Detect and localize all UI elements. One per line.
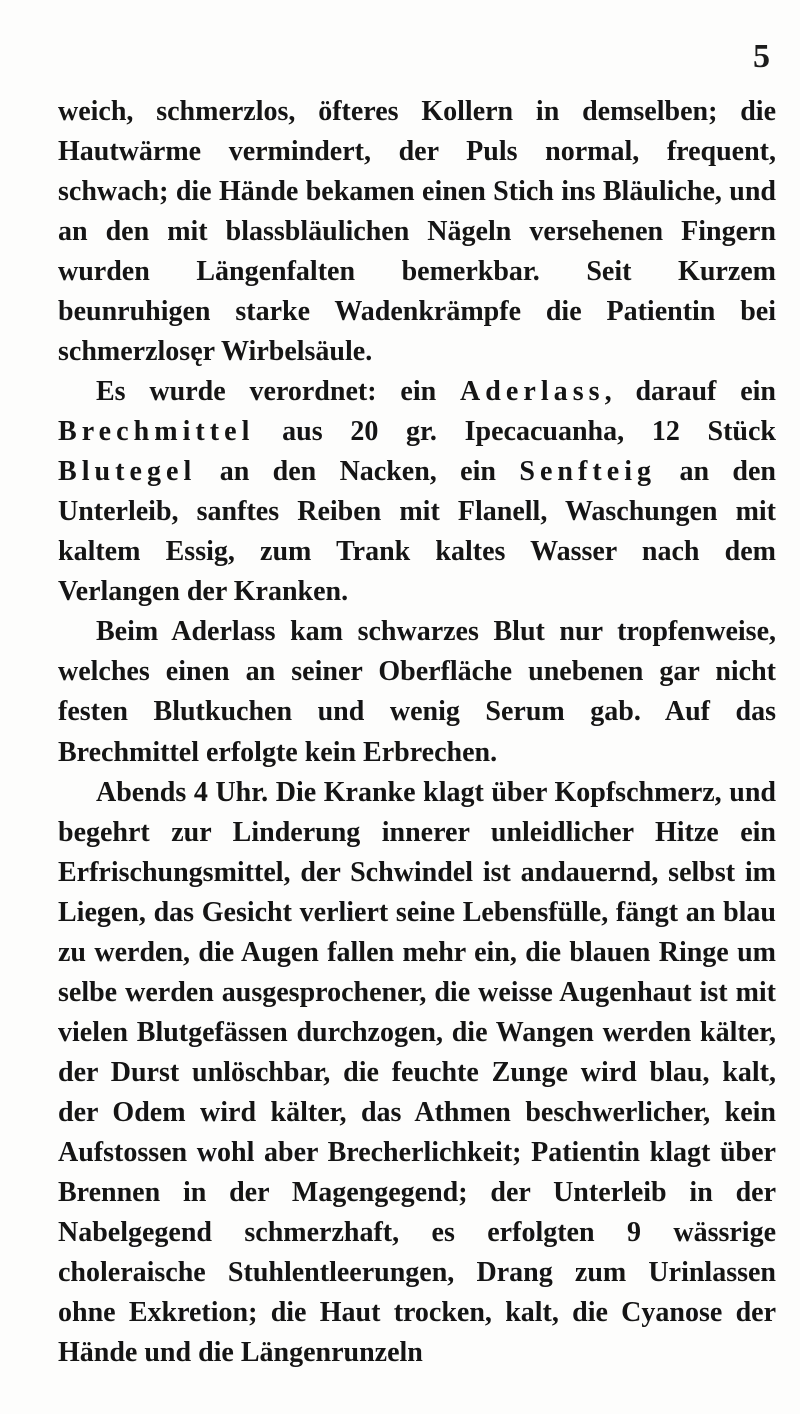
text-segment: an den Unterleib, sanftes Reiben mit Flanell, Waschungen mit kaltem Essig, zum Trank kaltes Wasser nach dem Verlangen der Kranken.	[58, 456, 776, 608]
paragraph-1	[58, 92, 776, 372]
text-segment: weich, schmerzlos, öfteres Kollern in demselben; die Hautwärme vermindert, der Puls normal, frequent, schwach; die Hände bekamen einen Stich ins Bläuliche, und an den mit blassbläulichen Nägeln versehenen Fingern wurden Längenfalten bemerkbar. Seit Kurzem beunruhigen starke Wadenkrämpfe die Patientin bei schmerzlos	[58, 96, 776, 368]
spaced-term: Brechmittel	[58, 416, 255, 448]
paragraph-4	[58, 773, 776, 1373]
text-segment: aus 20 gr. Ipecacuanha, 12 Stück	[254, 416, 776, 448]
text-segment: , darauf ein	[604, 376, 776, 408]
spaced-term: Senfteig	[519, 456, 657, 488]
text-segment: Abends 4 Uhr. Die Kranke klagt über Kopfschmerz, und begehrt zur Linderung innerer unleidlicher Hitze ein Erfrischungsmittel, der Schwindel ist andauernd, selbst im Liegen, das Gesicht verliert seine Lebensfülle, fängt an blau zu werden, die Augen fallen mehr ein, die blauen Ringe um selbe werden ausgesprochener, die weisse Augenhaut ist mit vielen Blutgefässen durchzogen, die Wangen werden kälter, der Durst unlöschbar, die feuchte Zunge wird blau, kalt, der Odem wird kälter, das Athmen beschwerlicher, kein Aufstossen wohl aber Brecherlichkeit; Patientin klagt über Brennen in der Magengegend; der Unterleib in der Nabelgegend schmerzhaft, es erfolgten 9 wässrige choleraische Stuhlentleerungen, Drang zum Urinlassen ohne Exkretion; die Haut trocken, kalt, die Cyanose der Hände und die Längenrunzeln	[58, 776, 776, 1368]
paragraph-3	[58, 612, 776, 772]
text-segment: r Wirbelsäule.	[202, 336, 373, 368]
text-segment: Beim Aderlass kam schwarzes Blut nur tropfenweise, welches einen an seiner Oberfläche unebenen gar nicht festen Blutkuchen und wenig Serum gab. Auf das Brechmittel erfolgte kein Erbrechen.	[58, 616, 776, 768]
page-body	[58, 92, 776, 1373]
paragraph-2	[58, 372, 776, 612]
text-segment: ę	[190, 336, 203, 368]
page-number: 5	[753, 38, 770, 75]
text-segment: Es wurde verordnet: ein	[96, 376, 461, 408]
text-segment: an den Nacken, ein	[196, 456, 520, 488]
spaced-term: Blutegel	[58, 456, 197, 488]
spaced-term: Aderlass	[460, 376, 605, 408]
